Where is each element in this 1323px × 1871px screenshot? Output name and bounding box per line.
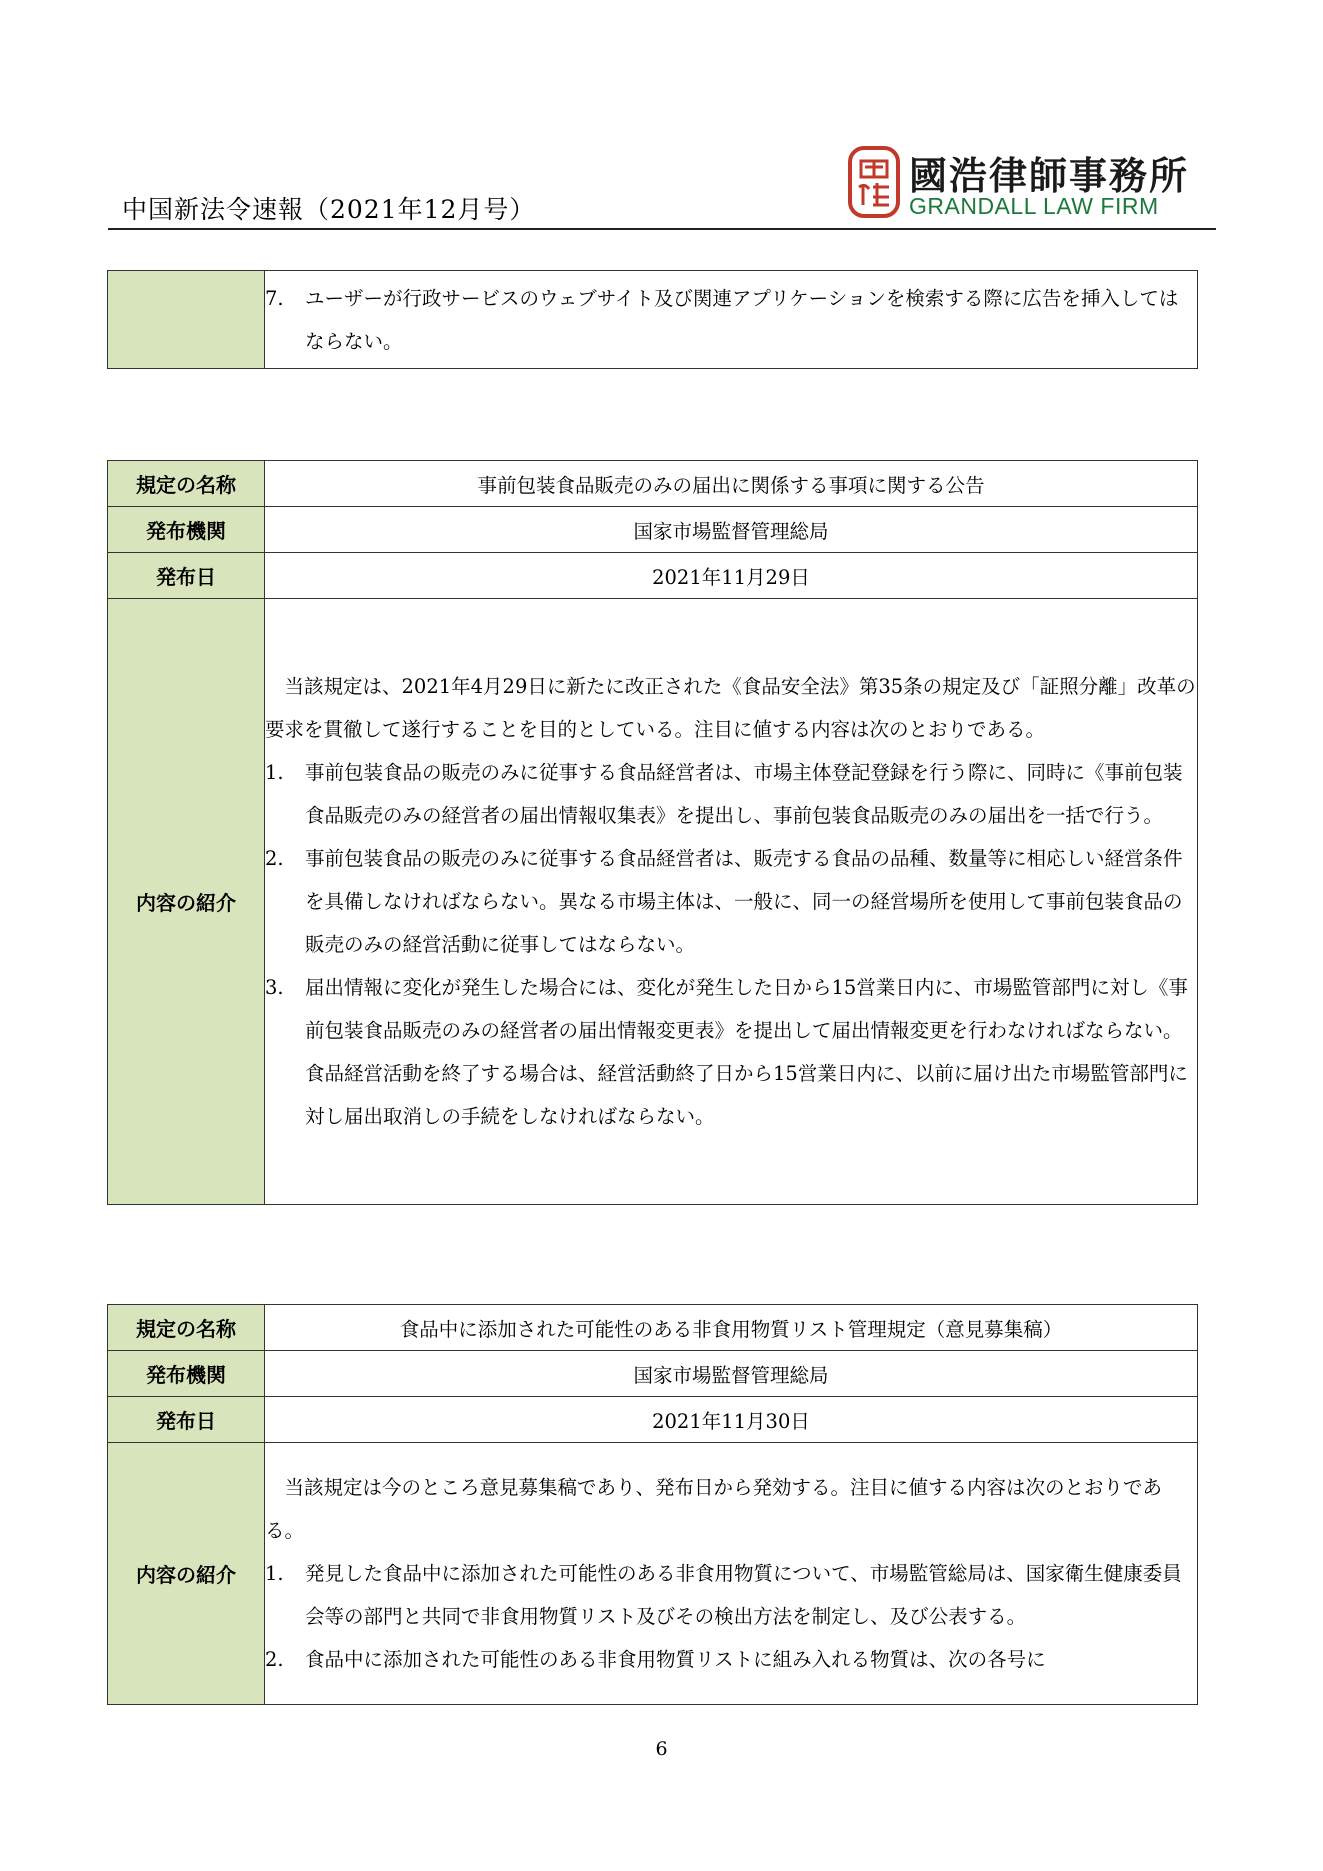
continuation-label-cell	[108, 271, 265, 369]
logo-chinese-name: 國浩律師事務所	[909, 154, 1190, 198]
item-text: 事前包装食品の販売のみに従事する食品経営者は、市場主体登記登録を行う際に、同時に《事前包装食品販売のみの経営者の届出情報収集表》を提出し、事前包装食品販売のみの届出を一括で行う。	[305, 761, 1183, 827]
item-text: 事前包装食品の販売のみに従事する食品経営者は、販売する食品の品種、数量等に相応しい経営条件を具備しなければならない。異なる市場主体は、一般に、同一の経営場所を使用して事前包装食品の販売のみの経営活動に従事してはならない。	[305, 847, 1183, 956]
document-header-title: 中国新法令速報（2021年12月号）	[122, 195, 536, 224]
issue-date: 2021年11月29日	[265, 553, 1198, 599]
intro-paragraph: 当該規定は今のところ意見募集稿であり、発布日から発効する。注目に値する内容は次のとおりである。	[265, 1476, 1163, 1542]
content-label: 内容の紹介	[108, 1443, 265, 1705]
list-item	[265, 1552, 1197, 1638]
item-text: 届出情報に変化が発生した場合には、変化が発生した日から15営業日内に、市場監管部門に対し《事前包装食品販売のみの経営者の届出情報変更表》を提出して届出情報変更を行わなければならない。食品経営活動を終了する場合は、経営活動終了日から15営業日内に、以前に届け出た市場監管部門に対し届出取消しの手続をしなければならない。	[305, 976, 1188, 1128]
continuation-content	[265, 271, 1198, 369]
name-label: 規定の名称	[108, 1305, 265, 1351]
issuing-agency: 国家市場監督管理総局	[265, 507, 1198, 553]
item-number: 3.	[265, 976, 284, 999]
list-item	[265, 1638, 1197, 1681]
item-number: 1.	[265, 1562, 284, 1585]
item-text: 食品中に添加された可能性のある非食用物質リストに組み入れる物質は、次の各号に	[305, 1648, 1046, 1671]
list-item	[265, 277, 1197, 363]
regulation-name: 事前包装食品販売のみの届出に関係する事項に関する公告	[265, 461, 1198, 507]
intro-paragraph: 当該規定は、2021年4月29日に新たに改正された《食品安全法》第35条の規定及び「証照分離」改革の要求を貫徹して遂行することを目的としている。注目に値する内容は次のとおりである。	[265, 675, 1196, 741]
date-label: 発布日	[108, 553, 265, 599]
regulation-table-2	[107, 1304, 1198, 1705]
item-number: 2.	[265, 1648, 284, 1671]
issuing-agency: 国家市場監督管理総局	[265, 1351, 1198, 1397]
content-label: 内容の紹介	[108, 599, 265, 1205]
content-body	[265, 599, 1198, 1205]
issue-date: 2021年11月30日	[265, 1397, 1198, 1443]
logo-english-name: GRANDALL LAW FIRM	[909, 193, 1159, 219]
item-number: 2.	[265, 847, 284, 870]
content-body	[265, 1443, 1198, 1705]
list-item	[265, 837, 1197, 966]
agency-label: 発布機関	[108, 507, 265, 553]
name-label: 規定の名称	[108, 461, 265, 507]
regulation-name: 食品中に添加された可能性のある非食用物質リスト管理規定（意見募集稿）	[265, 1305, 1198, 1351]
list-item	[265, 966, 1197, 1138]
regulation-table-1	[107, 460, 1198, 1205]
agency-label: 発布機関	[108, 1351, 265, 1397]
list-item	[265, 751, 1197, 837]
header-divider	[108, 228, 1216, 230]
item-number: 1.	[265, 761, 284, 784]
item-text: ユーザーが行政サービスのウェブサイト及び関連アプリケーションを検索する際に広告を挿入してはならない。	[305, 286, 1179, 353]
firm-logo	[847, 145, 1213, 225]
seal-icon	[847, 145, 901, 219]
page-number: 6	[655, 1738, 668, 1760]
item-text: 発見した食品中に添加された可能性のある非食用物質について、市場監管総局は、国家衛生健康委員会等の部門と共同で非食用物質リスト及びその検出方法を制定し、及び公表する。	[305, 1562, 1182, 1628]
continuation-table	[107, 270, 1198, 369]
item-number: 7.	[265, 286, 284, 310]
date-label: 発布日	[108, 1397, 265, 1443]
